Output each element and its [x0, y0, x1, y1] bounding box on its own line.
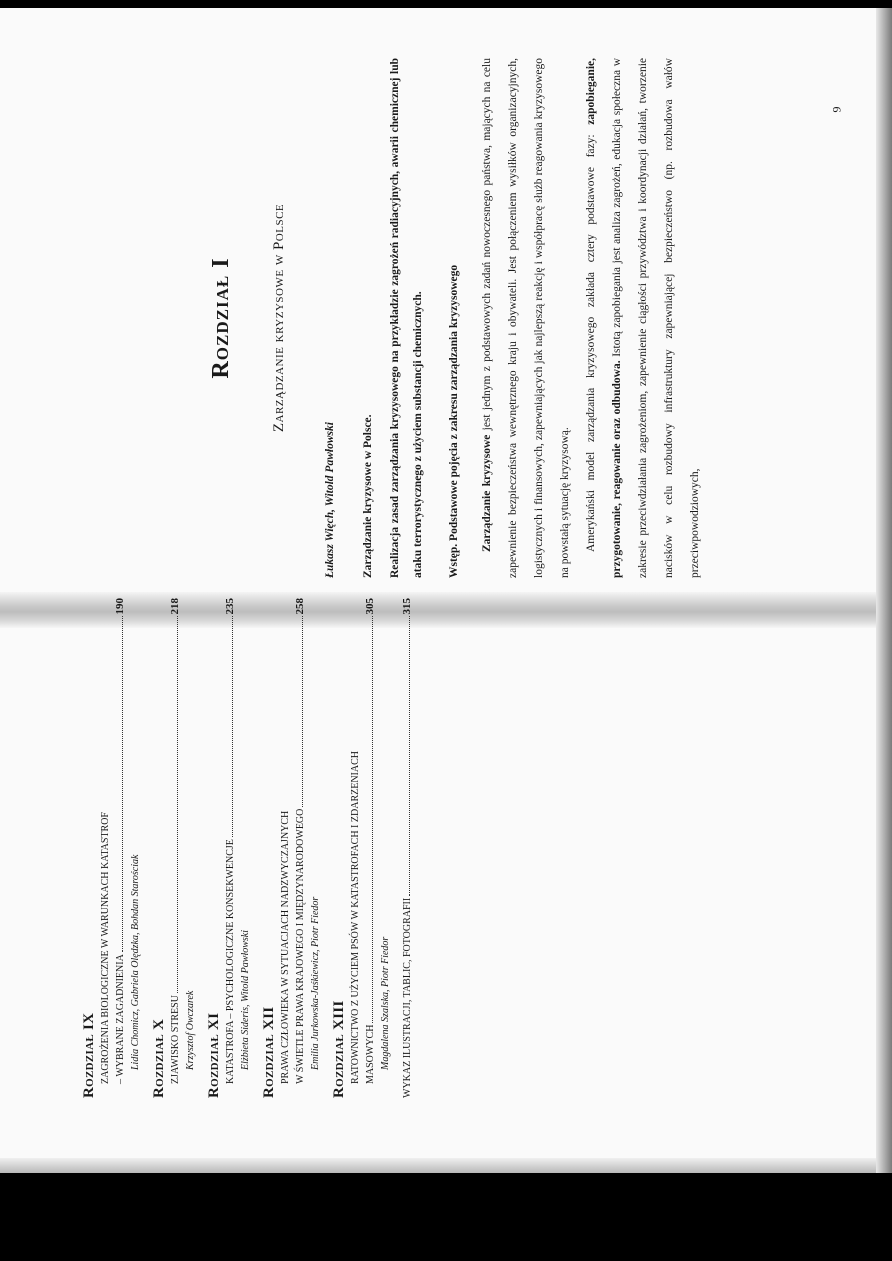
body-paragraph — [578, 58, 708, 578]
keyword: Zarządzanie kryzysowe — [481, 434, 493, 552]
dot-leader — [302, 617, 303, 807]
toc-page-number: 315 — [401, 598, 413, 615]
toc-entry-title: KATASTROFA – PSYCHOLOGICZNE KONSEKWENCJE — [225, 839, 236, 1084]
toc-authors: Elżbieta Sideris, Witold Pawłowski — [240, 930, 251, 1070]
toc-entry-11 — [205, 598, 253, 1098]
subsection-title: Realizacja zasad zarządzania kryzysowego na przykładzie zagrożeń radiacyjnych, awarii chemicznej lub ataku terrorystycznego z użyciem substancji chemicznych. — [389, 58, 424, 578]
toc-authors: Lidia Chomicz, Gabriela Olędzka, Bohdan Starościak — [130, 854, 141, 1070]
keyword: zapobieganie, przygotowanie, reagowanie oraz odbudowa. — [585, 58, 623, 578]
table-of-contents-page — [80, 598, 530, 1098]
dot-leader — [232, 617, 233, 838]
toc-page-number: 218 — [169, 598, 181, 615]
toc-page-number: 258 — [294, 598, 306, 615]
paragraph-text: jest jednym z podstawowych zadań nowoczesnego państwa, mających na celu zapewnienie bezpieczeństwa wewnętrznego kraju i obywateli. Jest połączeniem wysiłków organizacyjnych, logistycznych i finansowych, zapewniających jak najlepszą reakcję i współpracę służb reagowania kryzysowego na powstałą sytuację kryzysową. — [481, 58, 571, 578]
toc-entry-title: – WYBRANE ZAGADNIENIA — [115, 954, 126, 1084]
toc-entry-title: ZJAWISKO STRESU — [170, 995, 181, 1084]
toc-entry-title: RATOWNICTWO Z UŻYCIEM PSÓW W KATASTROFACH I ZDARZENIACH — [350, 751, 361, 1084]
toc-entry-9 — [80, 598, 143, 1098]
scanner-edge — [876, 8, 892, 1173]
toc-entry-illustrations — [400, 598, 415, 1098]
toc-entry-12 — [260, 598, 323, 1098]
chapter-title: Zarządzanie kryzysowe w Polsce — [271, 203, 287, 433]
body-paragraph — [474, 58, 578, 578]
toc-authors: Emilia Jurkowska-Jaśkiewicz, Piotr Fiedor — [310, 896, 321, 1070]
toc-chapter-label: Rozdział IX — [81, 1012, 97, 1098]
toc-entry-title: W ŚWIETLE PRAWA KRAJOWEGO I MIĘDZYNARODOWEGO — [295, 808, 306, 1084]
toc-page-number: 190 — [114, 598, 126, 615]
page-number: 9 — [829, 106, 844, 113]
toc-authors: Magdalena Szalska, Piotr Fiedor — [380, 936, 391, 1070]
toc-chapter-label: Rozdział XII — [261, 1006, 277, 1098]
chapter-heading: Rozdział I — [208, 257, 234, 379]
subsection-title: Zarządzanie kryzysowe w Polsce. — [362, 414, 374, 578]
toc-chapter-label: Rozdział XIII — [331, 1000, 347, 1098]
dot-leader — [372, 617, 373, 1023]
chapter-authors: Łukasz Więch, Witold Pawłowski — [324, 422, 336, 578]
toc-entry-title: WYKAZ ILUSTRACJI, TABLIC, FOTOGRAFII — [402, 897, 413, 1098]
toc-chapter-label: Rozdział XI — [206, 1012, 222, 1098]
dot-leader — [177, 617, 178, 994]
toc-entry-10 — [150, 598, 198, 1098]
toc-chapter-label: Rozdział X — [151, 1018, 167, 1098]
toc-authors: Krzysztof Owczarek — [185, 990, 196, 1070]
paragraph-text: Istotą zapobiegania jest analiza zagrożeń, edukacja społeczna w zakresie przeciwdziałania zagrożeniom, zapewnienie ciągłości przywództwa i koordynacji działań, tworzenie nacisków w celu rozbudowy infrastruktury zapewniającej bezpieczeństwo (np. rozbudowa wałów przeciwpowodziowych, — [611, 57, 701, 578]
toc-page-number: 235 — [224, 598, 236, 615]
paragraph-text: Amerykański model zarządzania kryzysowego zakłada cztery podstawowe fazy: — [585, 124, 597, 552]
toc-entry-title: PRAWA CZŁOWIEKA W SYTUACJACH NADZWYCZAJNYCH — [280, 810, 291, 1084]
chapter-opening-page — [200, 58, 860, 578]
scanned-book-spread — [0, 8, 892, 1173]
dot-leader — [409, 617, 410, 896]
toc-entry-title: MASOWYCH — [365, 1024, 376, 1084]
page-edge-shadow — [0, 1158, 892, 1173]
toc-entry-title: ZAGROŻENIA BIOLOGICZNE W WARUNKACH KATASTROF — [100, 812, 111, 1084]
section-heading: Wstęp. Podstawowe pojęcia z zakresu zarządzania kryzysowego — [448, 264, 460, 578]
toc-entry-13 — [330, 598, 393, 1098]
toc-page-number: 305 — [364, 598, 376, 615]
dot-leader — [122, 617, 123, 953]
